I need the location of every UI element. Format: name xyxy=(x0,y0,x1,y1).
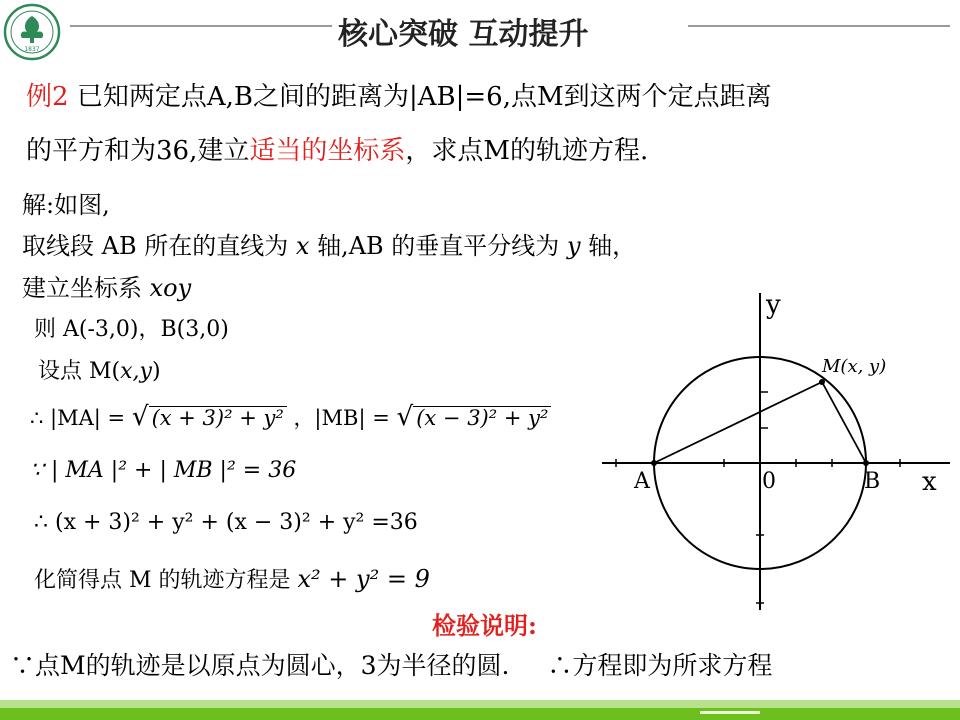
svg-text:1837: 1837 xyxy=(24,46,40,53)
point-a-label: A xyxy=(634,469,650,494)
let-post: ) xyxy=(151,359,161,384)
example-label: 例2 xyxy=(26,82,69,112)
problem-text-2a: 的平方和为36,建立 xyxy=(26,136,250,166)
radical-sign-icon: √ xyxy=(131,402,149,432)
step1-pre: 取线段 AB 所在的直线为 xyxy=(22,232,289,260)
sum-equation: ∵ | MA |² + | MB |² = 36 xyxy=(30,458,297,483)
point-b-label: B xyxy=(864,469,881,494)
distance-equation xyxy=(30,402,551,432)
origin-label: 0 xyxy=(762,469,776,494)
eq-mb-radicand: (x − 3)² + y² xyxy=(413,406,551,430)
solution-intro: 解:如图, xyxy=(22,191,110,219)
coordinate-figure xyxy=(590,285,960,625)
points-line: 则 A(-3,0)，B(3,0) xyxy=(34,317,229,342)
conclusion-1: ∵点M的轨迹是以原点为圆心，3为半径的圆. xyxy=(10,651,510,680)
conclusion-line xyxy=(10,646,772,682)
footer-stripe-dark xyxy=(0,708,960,720)
segment-mb xyxy=(822,382,866,463)
step1-mid: 轴,AB 的垂直平分线为 xyxy=(317,232,560,260)
simplify-pre: 化简得点 M 的轨迹方程是 xyxy=(34,568,291,593)
solution-step-2 xyxy=(22,268,191,303)
eq-ma-label: ∴ |MA| = xyxy=(30,406,126,430)
problem-line-2 xyxy=(26,130,648,167)
problem-line-1 xyxy=(26,76,772,113)
eq-ma-radicand: (x + 3)² + y² xyxy=(149,406,287,430)
header-title: 核心突破 互动提升 xyxy=(338,17,589,52)
radical-sign-icon: √ xyxy=(396,402,414,432)
university-logo xyxy=(3,3,61,61)
point-m-label: M(x, y) xyxy=(822,356,887,377)
step1-post: 轴， xyxy=(588,232,637,260)
conclusion-2: ∴方程即为所求方程 xyxy=(547,651,773,680)
footer-dash xyxy=(700,711,760,714)
point-m-dot xyxy=(819,379,825,385)
header-rule-right xyxy=(688,25,950,27)
simplify-equation: x² + y² = 9 xyxy=(297,565,430,593)
point-b-dot xyxy=(863,460,869,466)
header-rule-left xyxy=(70,25,332,27)
simplify-line xyxy=(34,563,430,594)
let-line xyxy=(38,354,161,385)
y-axis-label: y xyxy=(766,290,781,320)
let-var: x,y xyxy=(120,359,152,384)
problem-highlight: 适当的坐标系 xyxy=(249,136,406,166)
problem-text-1: 已知两定点A,B之间的距离为|AB|=6,点M到这两个定点距离 xyxy=(76,82,772,112)
point-a-dot xyxy=(651,460,657,466)
step1-x: x xyxy=(295,232,310,260)
problem-text-2b: ，求点M的轨迹方程. xyxy=(405,136,649,166)
let-pre: 设点 M( xyxy=(38,359,121,384)
eq-mb-label: ，|MB| = xyxy=(293,406,390,430)
step2-pre: 建立坐标系 xyxy=(22,274,142,302)
x-axis-label: x xyxy=(922,467,937,497)
verify-title: 检验说明: xyxy=(432,611,537,640)
expand-equation: ∴ (x + 3)² + y² + (x − 3)² + y² =36 xyxy=(34,510,418,535)
solution-step-1 xyxy=(22,226,636,261)
step2-sys: xoy xyxy=(149,274,192,302)
footer-stripe-light xyxy=(0,700,960,708)
step1-y: y xyxy=(566,232,581,260)
